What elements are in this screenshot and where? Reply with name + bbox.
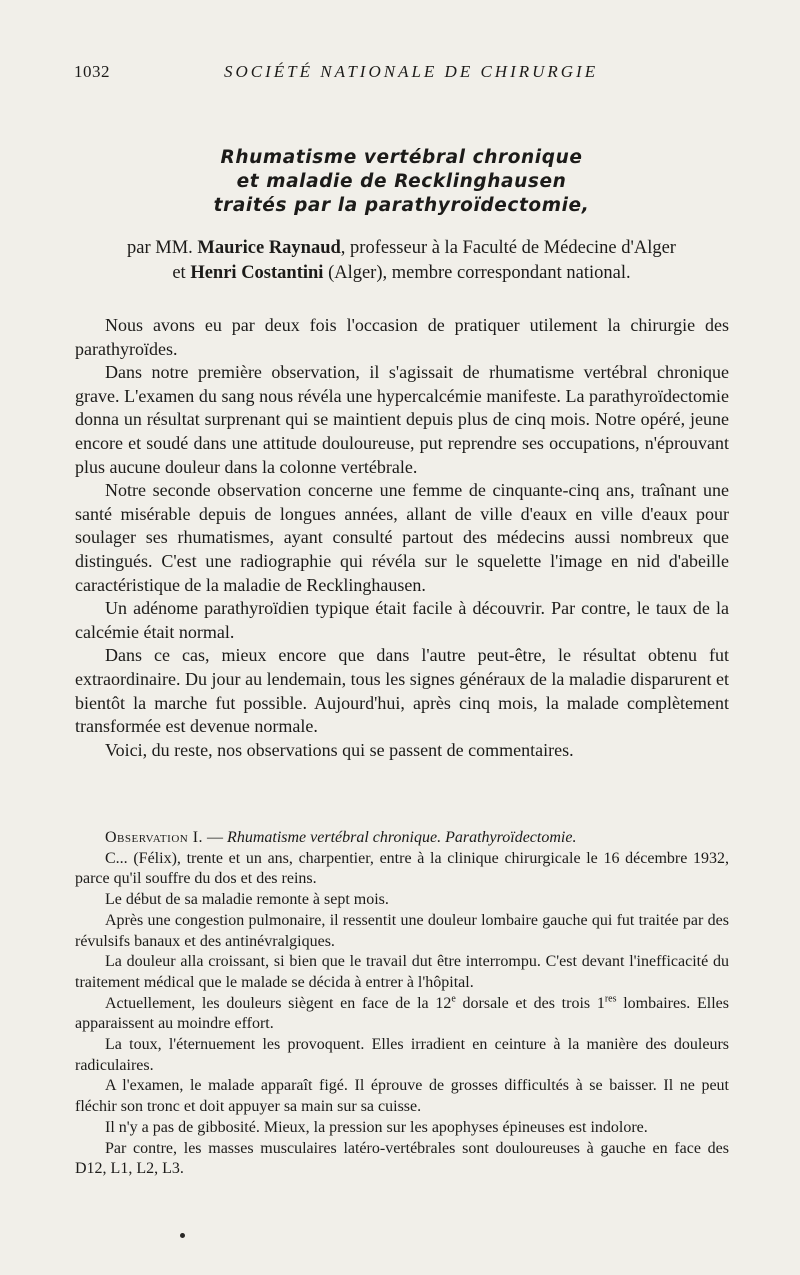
author-2-affiliation: (Alger), membre correspondant national.: [323, 263, 631, 283]
title-line-3: traités par la parathyroïdectomie,: [213, 195, 590, 216]
obs-p5-b: dorsale et des trois 1: [455, 994, 605, 1012]
observation-dash: —: [203, 829, 228, 846]
authors-prefix: par MM.: [127, 238, 198, 258]
observation-paragraph: A l'examen, le malade apparaît figé. Il éprouve de grosses difficultés à se baisser. Il ne peut fléchir son tronc et doit appuyer sa main sur sa cuisse.: [75, 1077, 729, 1116]
observation-section: [75, 828, 729, 1180]
observation-paragraph: Le début de sa maladie remonte à sept mois.: [105, 891, 389, 909]
observation-paragraph: [75, 994, 729, 1035]
title-line-2: et maladie de Recklinghausen: [236, 171, 567, 192]
page-number: 1032: [74, 62, 110, 81]
article-body: [75, 314, 729, 762]
author-1: Maurice Raynaud: [197, 238, 341, 258]
body-paragraph: Nous avons eu par deux fois l'occasion de pratiquer utilement la chirurgie des parathyroïdes.: [75, 315, 729, 359]
observation-title: Rhumatisme vertébral chronique. Parathyroïdectomie.: [227, 829, 577, 846]
observation-paragraph: C... (Félix), trente et un ans, charpentier, entre à la clinique chirurgicale le 16 décembre 1932, parce qu'il souffre du dos et des reins.: [75, 849, 729, 888]
obs-p5-c: lombaires. Elles apparaissent au moindre effort.: [75, 994, 729, 1033]
observation-paragraph: Il n'y a pas de gibbosité. Mieux, la pression sur les apophyses épineuses est indolore.: [105, 1118, 648, 1136]
author-1-affiliation: , professeur à la Faculté de Médecine d'Alger: [340, 238, 676, 258]
observation-paragraph: La toux, l'éternuement les provoquent. Elles irradient en ceinture à la manière des douleurs radiculaires.: [75, 1036, 729, 1074]
observation-heading: [75, 828, 729, 849]
obs-p5-sup1: e: [451, 993, 456, 1005]
body-paragraph: Dans ce cas, mieux encore que dans l'autre peut-être, le résultat obtenu fut extraordinaire. Du jour au lendemain, tous les signes généraux de la maladie disparurent et bientôt la marche fut possible. Aujourd'hui, après cinq mois, la malade complètement transformée est devenue normale.: [75, 645, 729, 737]
observation-paragraph: La douleur alla croissant, si bien que le travail dut être interrompu. C'est devant l'inefficacité du traitement médical que le malade se décida à entrer à l'hôpital.: [75, 953, 729, 991]
authors-joiner: et: [172, 263, 191, 283]
observation-paragraph: Par contre, les masses musculaires latéro-vertébrales sont douloureuses à gauche en face des D12, L1, L2, L3.: [75, 1139, 729, 1178]
author-2: Henri Costantini: [190, 263, 324, 283]
observation-paragraph: Après une congestion pulmonaire, il ressentit une douleur lombaire gauche qui fut traitée par des révulsifs banaux et des antinévralgiques.: [75, 911, 729, 950]
ink-speck: [180, 1233, 185, 1238]
body-paragraph: Dans notre première observation, il s'agissait de rhumatisme vertébral chronique grave. L'examen du sang nous révéla une hypercalcémie manifeste. La parathyroïdectomie donna un résultat surprenant qui se maintient depuis plus de cinq mois. Notre opéré, jeune encore et soudé dans une attitude douloureuse, put reprendre ses occupations, n'éprouvant plus aucune douleur dans la colonne vertébrale.: [75, 362, 729, 477]
article-title: [74, 146, 729, 218]
obs-p5-a: Actuellement, les douleurs siègent en face de la 12: [105, 994, 452, 1012]
obs-p5-sup2: res: [604, 993, 617, 1005]
body-paragraph: Un adénome parathyroïdien typique était facile à découvrir. Par contre, le taux de la calcémie était normal.: [75, 598, 729, 642]
journal-title: SOCIÉTÉ NATIONALE DE CHIRURGIE: [224, 62, 599, 81]
author-line: [74, 236, 729, 286]
body-paragraph: Voici, du reste, nos observations qui se passent de commentaires.: [105, 739, 574, 760]
observation-label: Observation I.: [105, 829, 204, 846]
body-paragraph: Notre seconde observation concerne une femme de cinquante-cinq ans, traînant une santé misérable depuis de longues années, allant de ville d'eaux en ville d'eaux pour soulager ses rhumatismes, ayant consulté partout des médecins aussi nombreux que distingués. C'est une radiographie qui révéla sur le squelette l'image en nid d'abeille caractéristique de la maladie de Recklinghausen.: [75, 480, 729, 595]
title-line-1: Rhumatisme vertébral chronique: [220, 147, 583, 168]
running-head: [74, 62, 729, 86]
